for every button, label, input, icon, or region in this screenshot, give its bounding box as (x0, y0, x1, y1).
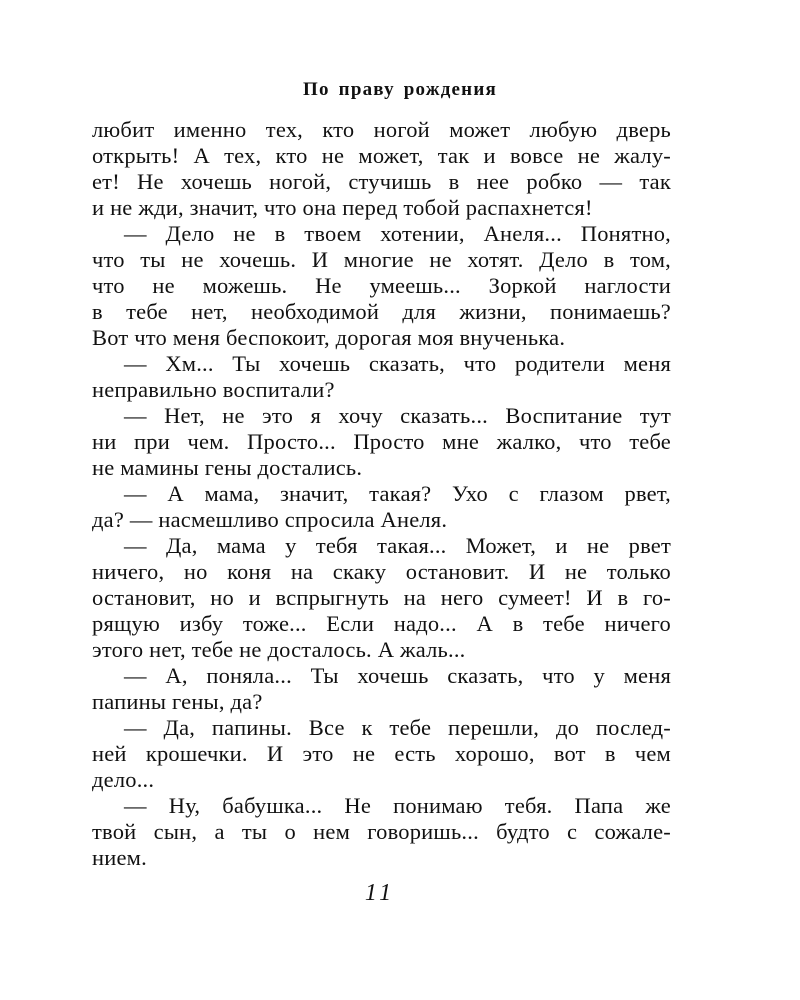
text-line: — Да, папины. Все к тебе перешли, до послед- (124, 715, 671, 740)
text-line: не мамины гены достались. (92, 455, 363, 480)
text-line: ет! Не хочешь ногой, стучишь в нее робко — так (92, 169, 671, 194)
text-line: что ты не хочешь. И многие не хотят. Дело в том, (92, 247, 671, 272)
text-line: ней крошечки. И это не есть хорошо, вот в чем (92, 741, 671, 766)
text-line: рящую избу тоже... Если надо... А в тебе ничего (92, 611, 671, 636)
text-line: любит именно тех, кто ногой может любую дверь (92, 117, 671, 142)
text-line: папины гены, да? (92, 689, 263, 714)
text-line: да? — насмешливо спросила Анеля. (92, 507, 448, 532)
text-line: ни при чем. Просто... Просто мне жалко, что тебе (92, 429, 671, 454)
text-line: — Ну, бабушка... Не понимаю тебя. Папа же (124, 793, 671, 818)
text-line: — Хм... Ты хочешь сказать, что родители меня (124, 351, 671, 376)
running-header: По праву рождения (303, 79, 497, 100)
text-line: дело... (92, 767, 155, 792)
text-line: — Дело не в твоем хотении, Анеля... Понятно, (124, 221, 671, 246)
text-line: — А, поняла... Ты хочешь сказать, что у меня (124, 663, 671, 688)
text-line: твой сын, а ты о нем говоришь... будто с сожале- (92, 819, 671, 844)
body-text (92, 117, 671, 871)
text-line: что не можешь. Не умеешь... Зоркой наглости (92, 273, 671, 298)
page-number: 11 (364, 880, 396, 906)
text-line: ничего, но коня на скаку остановит. И не только (92, 559, 671, 584)
text-line: остановит, но и вспрыгнуть на него сумеет! И в го- (92, 585, 671, 610)
text-line: в тебе нет, необходимой для жизни, понимаешь? (92, 299, 671, 324)
text-line: неправильно воспитали? (92, 377, 335, 402)
text-line: — Нет, не это я хочу сказать... Воспитание тут (124, 403, 671, 428)
text-line: открыть! А тех, кто не может, так и вовсе не жалу- (92, 143, 671, 168)
text-line: Вот что меня беспокоит, дорогая моя внученька. (92, 325, 566, 350)
text-line: — А мама, значит, такая? Ухо с глазом рвет, (124, 481, 671, 506)
text-line: нием. (92, 845, 147, 870)
text-line: — Да, мама у тебя такая... Может, и не рвет (124, 533, 671, 558)
text-line: и не жди, значит, что она перед тобой распахнется! (92, 195, 593, 220)
text-line: этого нет, тебе не досталось. А жаль... (92, 637, 466, 662)
